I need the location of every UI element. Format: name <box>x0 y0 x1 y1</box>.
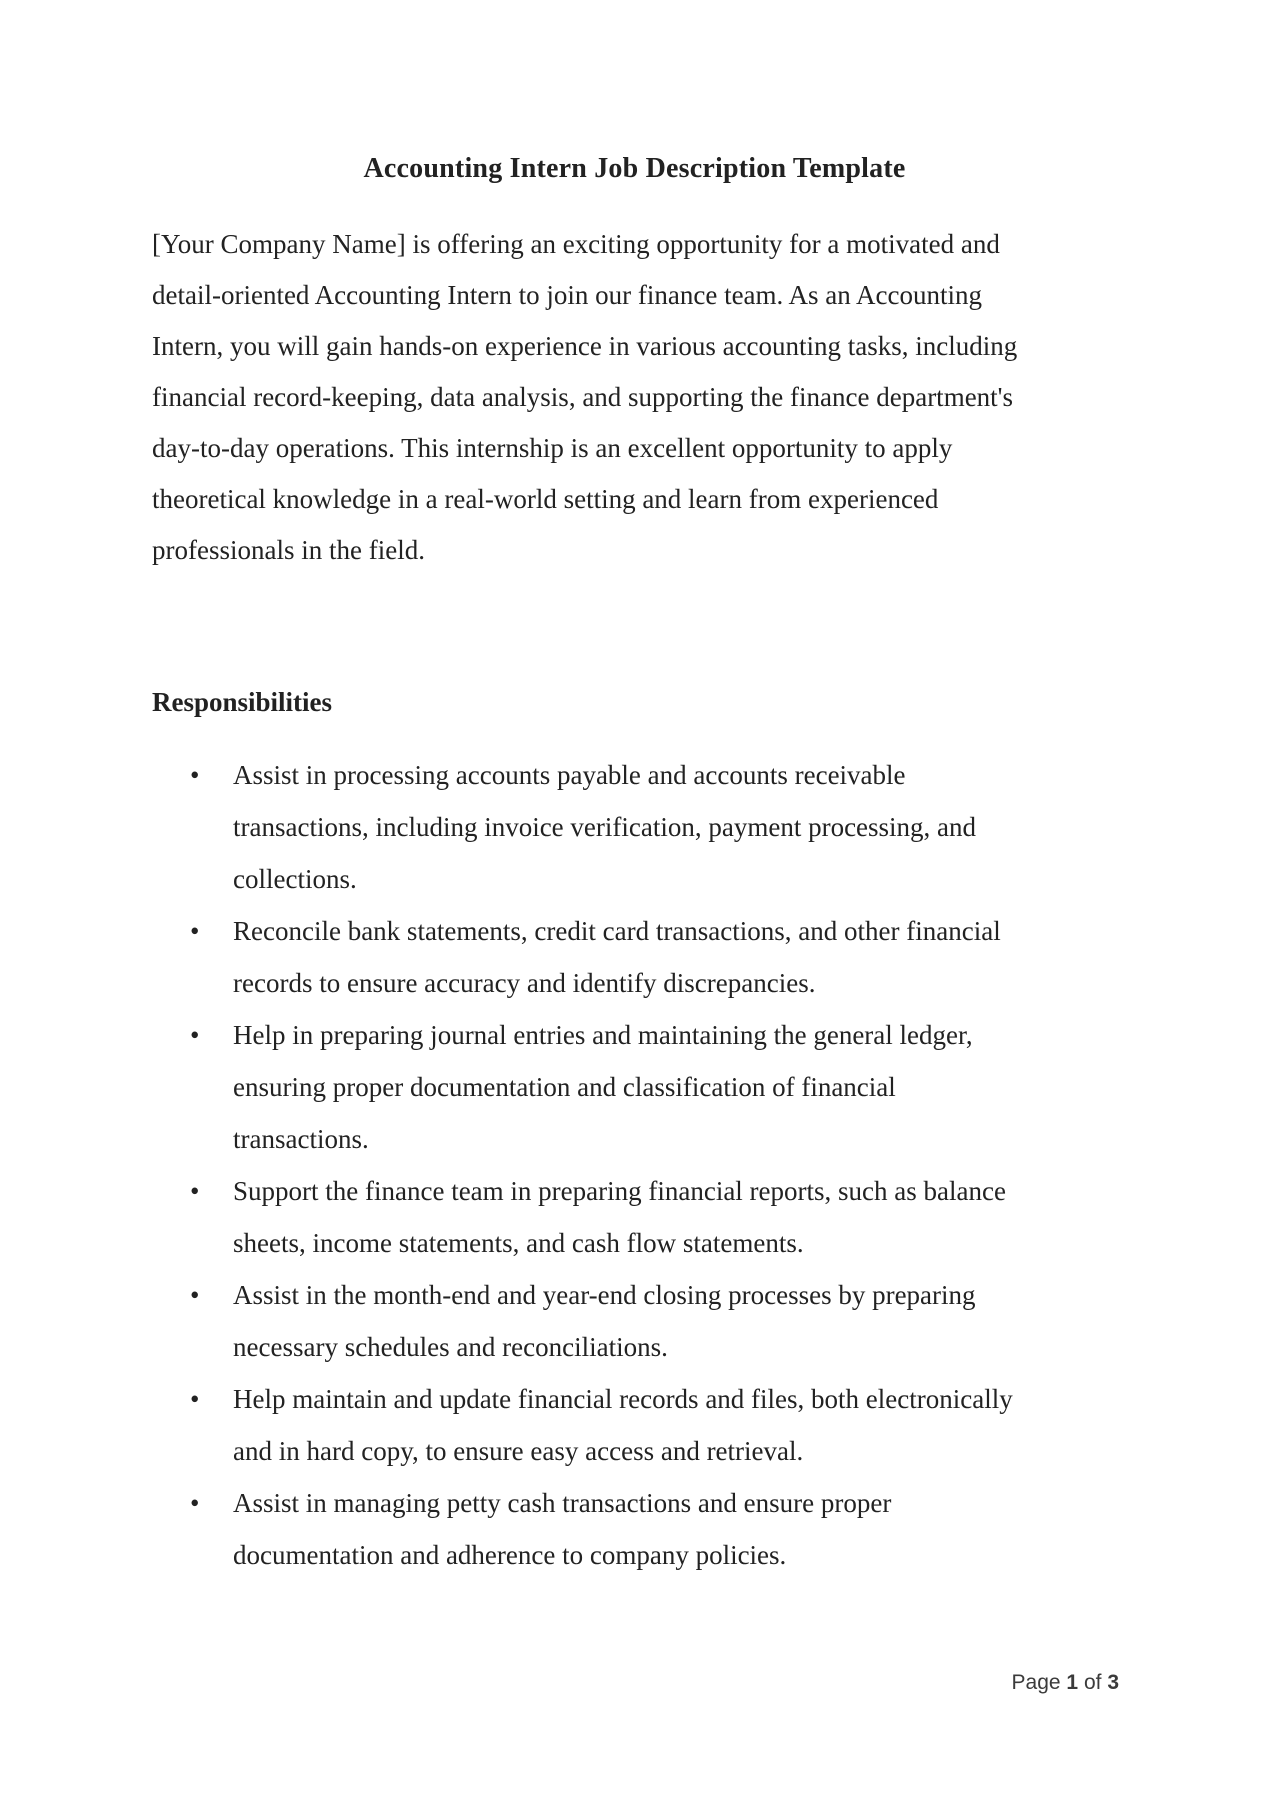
responsibilities-heading: Responsibilities <box>152 687 333 717</box>
document-title: Accounting Intern Job Description Template <box>363 153 906 184</box>
bullet-line: sheets, income statements, and cash flow statements. <box>233 1228 804 1258</box>
bullet-line: Reconcile bank statements, credit card transactions, and other financial <box>233 916 1001 946</box>
intro-line: professionals in the field. <box>152 535 425 565</box>
bullet-line: transactions, including invoice verification, payment processing, and <box>233 812 977 842</box>
footer-of-label: of <box>1083 1671 1102 1694</box>
bullet-line: Assist in the month-end and year-end closing processes by preparing <box>233 1280 976 1310</box>
intro-line: theoretical knowledge in a real-world setting and learn from experienced <box>152 484 939 514</box>
responsibilities-list <box>0 749 1013 1581</box>
bullet-icon: • <box>190 916 200 946</box>
bullet-icon: • <box>190 1020 200 1050</box>
intro-line: Intern, you will gain hands-on experience in various accounting tasks, including <box>152 331 1018 361</box>
bullet-line: Assist in managing petty cash transactions and ensure proper <box>233 1488 892 1518</box>
bullet-text <box>233 749 1013 905</box>
bullet-line: ensuring proper documentation and classification of financial <box>233 1072 896 1102</box>
bullet-line: records to ensure accuracy and identify discrepancies. <box>233 968 816 998</box>
list-item <box>0 1165 1013 1269</box>
intro-line: detail-oriented Accounting Intern to join our finance team. As an Accounting <box>152 280 983 310</box>
footer-total-pages: 3 <box>1107 1671 1119 1694</box>
bullet-icon: • <box>190 1280 200 1310</box>
intro-line: [Your Company Name] is offering an exciting opportunity for a motivated and <box>152 229 1000 259</box>
list-item <box>0 1373 1013 1477</box>
intro-paragraph <box>152 219 1017 576</box>
bullet-icon: • <box>190 1384 200 1414</box>
bullet-text <box>233 1269 1013 1373</box>
list-item <box>0 749 1013 905</box>
bullet-line: collections. <box>233 864 357 894</box>
bullet-line: Help maintain and update financial records and files, both electronically <box>233 1384 1013 1414</box>
bullet-icon: • <box>190 760 200 790</box>
bullet-line: transactions. <box>233 1124 369 1154</box>
bullet-text <box>233 1477 1013 1581</box>
bullet-icon: • <box>190 1488 200 1518</box>
bullet-line: and in hard copy, to ensure easy access and retrieval. <box>233 1436 804 1466</box>
bullet-line: Assist in processing accounts payable and accounts receivable <box>233 760 906 790</box>
list-item <box>0 1009 1013 1165</box>
bullet-text <box>233 905 1013 1009</box>
bullet-icon: • <box>190 1176 200 1206</box>
bullet-text <box>233 1373 1013 1477</box>
bullet-text <box>233 1165 1013 1269</box>
bullet-line: Help in preparing journal entries and maintaining the general ledger, <box>233 1020 973 1050</box>
footer-page-label: Page <box>1011 1671 1061 1694</box>
list-item <box>0 905 1013 1009</box>
page-footer <box>1012 1671 1119 1695</box>
intro-line: day-to-day operations. This internship is an excellent opportunity to apply <box>152 433 953 463</box>
list-item <box>0 1269 1013 1373</box>
bullet-line: documentation and adherence to company policies. <box>233 1540 787 1570</box>
footer-current-page: 1 <box>1066 1671 1079 1694</box>
bullet-line: Support the finance team in preparing financial reports, such as balance <box>233 1176 1006 1206</box>
bullet-line: necessary schedules and reconciliations. <box>233 1332 668 1362</box>
list-item <box>0 1477 1013 1581</box>
bullet-text <box>233 1009 1013 1165</box>
intro-line: financial record-keeping, data analysis, and supporting the finance department's <box>152 382 1014 412</box>
